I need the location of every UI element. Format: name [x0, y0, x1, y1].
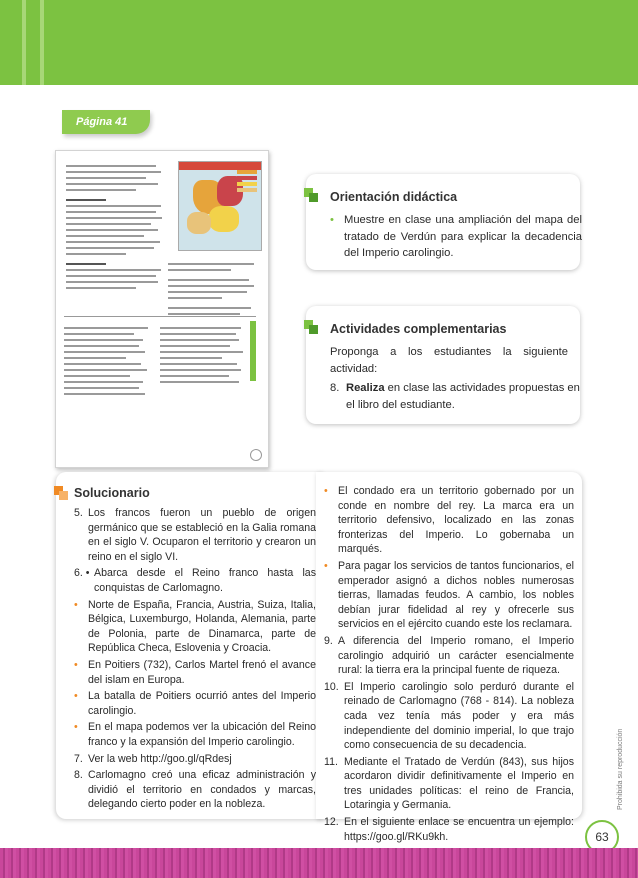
solucionario-item: [74, 598, 316, 656]
solucionario-right-panel: [316, 472, 582, 843]
item-text: En Poitiers (732), Carlos Martel frenó el avance del islam en Europa.: [88, 658, 316, 686]
solucionario-item: [324, 484, 574, 557]
actividades-card: [306, 306, 580, 424]
top-header-band: [0, 0, 638, 85]
solucionario-item: [74, 566, 316, 595]
section-square-icon: [54, 486, 68, 500]
item-text: Mediante el Tratado de Verdún (843), sus hijos acordaron dividir definitivamente el Imperio en tres unidades políticas: el reino de Francia, Lotaringia y Germania.: [344, 755, 574, 812]
item-number: 12.: [324, 816, 339, 829]
item-text: A diferencia del Imperio romano, el Imperio carolingio adquirió un carácter esencialmente rural: la tierra era la principal fuente de riqueza.: [338, 634, 574, 677]
solucionario-item: [74, 752, 316, 767]
actividades-title: Actividades complementarias: [330, 322, 507, 336]
thumbnail-activities: [64, 316, 256, 437]
actividades-intro: Proponga a los estudiantes la siguiente actividad:: [330, 346, 568, 375]
solucionario-item: [324, 680, 574, 753]
solucionario-item: [74, 658, 316, 687]
bottom-footer-band: [0, 848, 638, 878]
solucionario-title: Solucionario: [74, 486, 150, 500]
item-number: 11.: [324, 755, 338, 768]
item-number: 7.: [74, 752, 83, 765]
bullet-icon: •: [74, 598, 78, 611]
solucionario-left-list: [74, 506, 316, 814]
solucionario-item: [74, 768, 316, 812]
solucionario-left-panel: [56, 472, 324, 819]
bullet-icon: •: [74, 690, 78, 703]
item-number: 5.: [74, 507, 83, 519]
item-text: El Imperio carolingio solo perduró durante el reinado de Carlomagno (768 - 814). La nobleza cada vez tenía más poder y era más independiente del dominio imperial, lo que trajo como consecuencia de su decadencia.: [344, 680, 574, 752]
item-number: 10.: [324, 680, 339, 693]
bullet-icon: •: [74, 721, 78, 734]
bullet-icon: •: [330, 214, 334, 226]
actividades-item: [330, 380, 584, 413]
item-number: 8.: [74, 769, 83, 782]
item-number: 9.: [324, 634, 333, 647]
section-square-icon: [304, 188, 318, 202]
orientacion-title: Orientación didáctica: [330, 190, 458, 204]
section-square-icon: [304, 320, 318, 334]
item-text: en clase las actividades propuestas en el libro del estudiante.: [346, 382, 580, 411]
item-text: Para pagar los servicios de tantos funcionarios, el emperador asignó a dichos nobles numerosas tierras, llamadas feudos. A cambio, los nobles debían jurar fidelidad al rey y ofrecerle sus servicios en el ejército cuando este los reclamara.: [338, 559, 574, 631]
item-text: Carlomagno creó una eficaz administración y dividió el territorio en condados y marcas, delegando cierto poder en la nobleza.: [88, 769, 316, 811]
orientacion-bullet: • Muestre en clase una ampliación del mapa del tratado de Verdún para explicar la decadencia del Imperio carolingio.: [330, 214, 582, 259]
orientacion-card: [306, 174, 580, 270]
solucionario-item: [324, 815, 574, 844]
item-text: Ver la web http://goo.gl/qRdesj: [88, 752, 232, 765]
bullet-icon: •: [74, 658, 78, 671]
item-text: Los francos fueron un pueblo de origen germánico que se estableció en la Galia romana en el siglo V. Ocuparon el territorio y crearon un reino en el siglo VI.: [88, 507, 316, 563]
solucionario-item: [324, 755, 574, 813]
item-text: Norte de España, Francia, Austria, Suiza, Italia, Bélgica, Luxemburgo, Holanda, Alemania, parte de Polonia, parte de Dinamarca, parte de República Checa, Eslovenia y Croacia.: [88, 598, 316, 655]
bullet-icon: •: [324, 485, 328, 497]
solucionario-item: [74, 689, 316, 718]
copyright-vertical-text: Prohibida su reproducción: [617, 728, 624, 810]
page-number: 63: [585, 820, 619, 854]
solucionario-item: [74, 506, 316, 564]
page-reference-tab: Página 41: [62, 110, 150, 134]
solucionario-item: [324, 559, 574, 632]
item-bold: Realiza: [346, 382, 385, 394]
thumbnail-caption-block: [168, 259, 258, 319]
item-text: El condado era un territorio gobernado por un conde en nombre del rey. La marca era un territorio defensivo, localizado en las zonas fronterizas del Imperio. Lo gobernaba un marqués.: [338, 485, 574, 556]
thumbnail-text-block: [66, 161, 166, 293]
solucionario-item: [324, 634, 574, 678]
item-text: La batalla de Poitiers ocurrió antes del Imperio carolingio.: [88, 690, 316, 717]
textbook-page-thumbnail: [55, 150, 269, 468]
solucionario-item: [74, 720, 316, 749]
solucionario-right-list: [324, 484, 574, 846]
treaty-of-verdun-map: [178, 161, 262, 251]
item-number: 6. •: [74, 567, 90, 580]
item-text: En el mapa podemos ver la ubicación del Reino franco y la expansión del Imperio carolingio.: [88, 721, 316, 748]
thumbnail-page-marker: [250, 449, 262, 461]
bullet-icon: •: [324, 559, 328, 572]
item-text: En el siguiente enlace se encuentra un ejemplo: https://goo.gl/RKu9kh.: [344, 816, 574, 843]
item-text: Abarca desde el Reino franco hasta las conquistas de Carlomagno.: [94, 567, 316, 594]
item-number: 8.: [330, 382, 340, 394]
